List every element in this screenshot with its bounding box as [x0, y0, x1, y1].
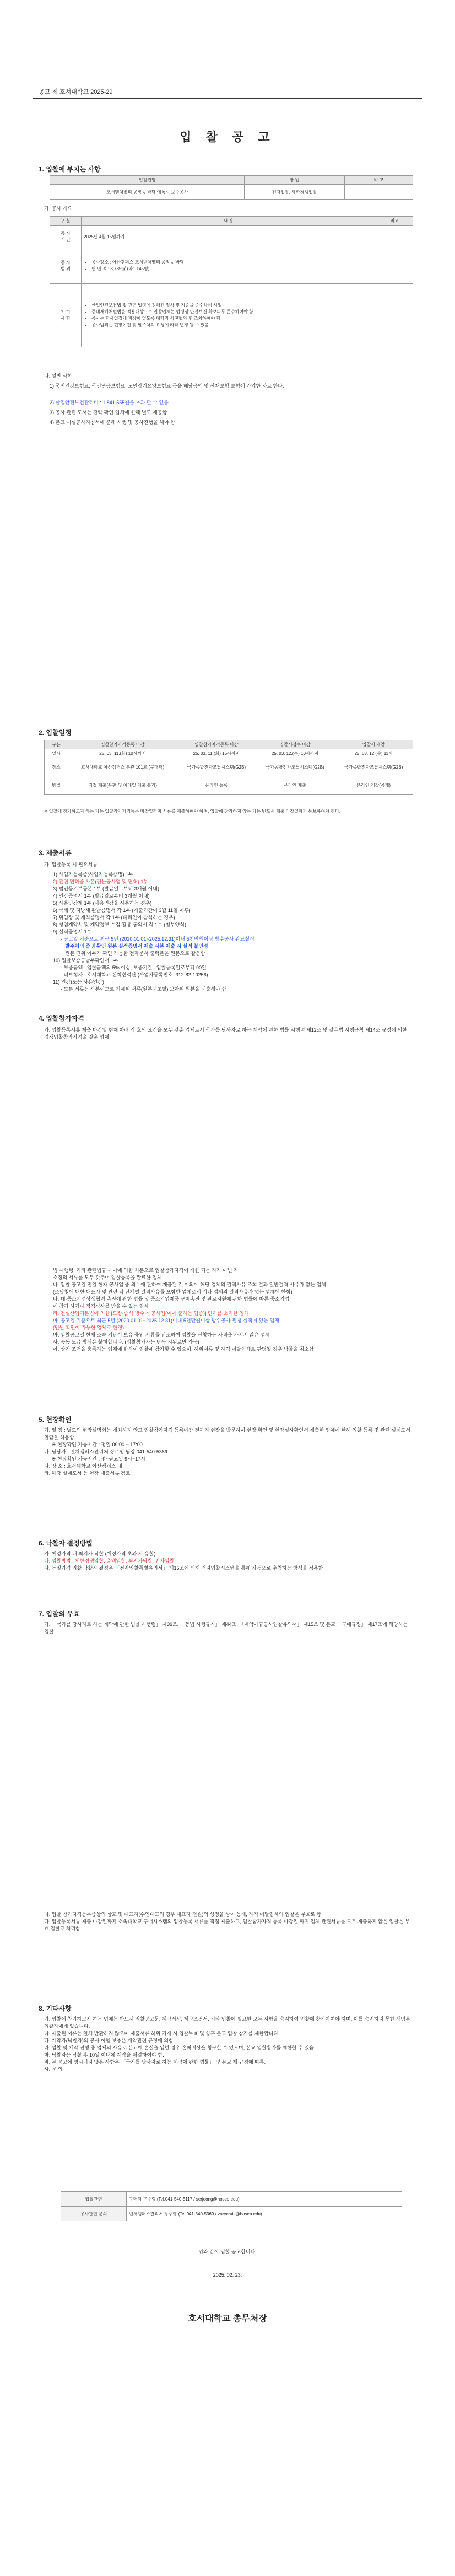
etc-item: • 산업안전보건법 및 관련 법령에 정해진 절차 및 기준을 준수하여 시행 [91, 302, 373, 309]
qual-performance-note: (민원 확인이 가능한 업체로 한정) [53, 1325, 124, 1330]
other-items-list [44, 2016, 413, 2073]
doc-item: 4) 인감증명서 1부 (발급일로부터 3개월 이내) [53, 893, 150, 899]
qual-text: 에 참가 하거나 적격심사를 받을 수 있는 업체 [53, 1303, 149, 1309]
qual-performance: 마. 공고일 기준으로 최근 5년 (2020.01.01~2025.12.31)이내 5천만원이상 방수공사 원청 실적이 있는 업체 [53, 1318, 279, 1323]
seal-detail: - 모든 서류는 사본이므로 기재된 서류(원본대조필) 보관된 원본을 제출해야 함 [61, 986, 227, 992]
schedule-cell: 온라인 제출 [256, 776, 334, 795]
contact-label: 입찰관련 [61, 2192, 127, 2207]
doc-item: 3) 법인등기부등본 1부 (발급일로부터 3개월 이내) [53, 886, 160, 892]
site-visit-hours: ※ 현장확인 가능시간 : 평~금요일 9시~17시 [52, 1456, 145, 1462]
schedule-cell: 직접 제출(우편 및 이메일 제출 불가) [68, 776, 177, 795]
doc-item: 8) 청렴계약서 및 계약정보 수집·활용 동의서 각 1부 (첨부양식) [53, 922, 186, 927]
doc-item: 10) 입찰보증금납부확인서 1부 [53, 958, 118, 963]
bid-note [344, 185, 413, 200]
schedule-cell: 국가종합전자조달시스템(G2B) [256, 758, 334, 776]
safety-cost-note: 2) 산업안전보건관리비 : 1,841,555원을 초과 할 수 없음 [50, 400, 169, 405]
site-visit-contact: 나. 담당자 : 벤처캠퍼스관리처 장주영 팀장 041-540-5369 [44, 1449, 167, 1455]
period-label: 공 사 기 간 [50, 226, 82, 248]
other-item: 다. 계약자(낙찰자)의 공사 이행 보증은 계약관련 규정에 의함. [44, 2038, 175, 2043]
bid-method: 전자입찰, 제한경쟁입찰 [245, 185, 344, 200]
performance-requirement: - 공고일 기준으로 최근 5년 (2020.01.01~2025.12.31)이내 5천만원이상 방수공사 완료실적 [61, 936, 254, 942]
qual-text: 소정의 서류를 모두 갖추어 입찰등록을 완료한 업체 [53, 1275, 162, 1280]
other-item: 바. 본 공고에 명시되지 않은 사항은 「국가를 당사자로 하는 계약에 관한 법률」 및 본교 제 규정에 따름. [44, 2059, 266, 2065]
contact-label: 공사관련 문의 [61, 2207, 127, 2221]
scope-item: • 공사장소 : 아산캠퍼스 호서벤처밸리 공장동 바닥 [91, 259, 373, 266]
bond-detail: - 피보험자 : 호서대학교 산학협력단 (사업자등록번호: 312-82-10256) [61, 972, 208, 978]
page-title: 입 찰 공 고 [180, 130, 275, 144]
doc-item: 1) 사업자등록증(사업자등록증명) 1부 [53, 872, 133, 877]
contact-value: 벤처캠퍼스관리처 장주영 (Tel.041-540-5369 / vreecruis@hoseo.edu) [127, 2207, 402, 2221]
schedule-cell: 25. 03. 11.(화) 15시까지 [177, 749, 256, 758]
contact-heading: 사. 문 의 [44, 2067, 63, 2072]
overview-col-note: 비고 [376, 217, 413, 226]
qual-license: 라. 건설산업기본법에 의한 [도장·습식·방수·석공사업(이에 준하는 업종)] 면허를 소지한 업체 [53, 1311, 249, 1316]
col-item-name: 입찰건명 [50, 176, 245, 185]
header-rule [33, 98, 422, 99]
qual-text: 법 시행령, 기타 관련법규나 이에 의한 처분으로 입찰참가자격이 제한 되는 자가 아닌 자 [53, 1268, 239, 1273]
closing-statement: 위와 같이 입찰 공고합니다. [198, 2249, 257, 2255]
section7-heading: 7. 입찰의 무효 [39, 1610, 80, 1618]
overview-col-content: 내 용 [82, 217, 376, 226]
bid-method-detail: 나. 입찰방법 : 제한경쟁입찰, 총액입찰, 최저가낙찰, 전자입찰 [44, 1558, 175, 1564]
etc-item: • 공사는 학사일정에 지장이 없도록 대학과 사전협의 후 조치하여야 함 [91, 315, 373, 322]
bid-item-name: 호서벤처밸리 공장동 바닥 에폭시 보수공사 [50, 185, 245, 200]
doc-item: 6) 국세 및 지방세 완납증명서 각 1부 (제출기간이 3월 11일 이후) [53, 908, 191, 913]
issuer-signature: 호서대학교 총무처장 [188, 2314, 267, 2323]
schedule-cell: 온라인 개찰(공개) [334, 776, 413, 795]
award-method-list [44, 1550, 413, 1572]
col-note: 비 고 [344, 176, 413, 185]
general-note: 1) 국민건강보험료, 국민연금보험료, 노인장기요양보험료 등을 해당금액 및 산재보험 보험에 가입한 자로 한다. [50, 383, 284, 389]
schedule-col: 입찰서접수 마감 [256, 740, 334, 749]
award-method: 가. 예정가격 내 최저가 낙찰 (예정가격 초과 시 유찰) [44, 1551, 156, 1557]
schedule-table [44, 740, 413, 795]
other-item: 가. 입찰에 참가하고자 하는 업체는 반드시 입찰공고문, 계약서식, 계약조건서, 기타 입찰에 필요한 모든 사항을 숙지하여 입찰에 참가하여야 하며, 이를 숙지하지 못한 책임은 입찰자에게 있습니다. [44, 2016, 410, 2029]
scope-label: 공 사 범 위 [50, 248, 82, 284]
invalid-bid-rule: 다. 입찰등록서류 제출 마감일까지 소속대학교 구매시스템의 입찰등록 서류를 직접 제출하고, 입찰참가자격 등록 마감일 까지 업체 관련서류를 모두 제출하지 않은 입찰은 무효 입찰로 처리함 [44, 1919, 410, 1931]
scope-item: • 면 면 적 : 3,785㎡ (약1,145평) [91, 266, 373, 272]
general-note: 4) 본교 시설공사지침서에 준해 시행 및 공사진행을 해야 함 [50, 420, 175, 425]
qual-text: 바. 입찰공고일 현재 소속 기관이 보유 중인 서류를 위조하여 입찰을 신청하는 자격을 가지지 않은 업체 [53, 1332, 270, 1338]
schedule-cell: 25. 03. 12.(수) 11시 [334, 749, 413, 758]
schedule-cell: 국가종합전자조달시스템(G2B) [177, 758, 256, 776]
scope-list [84, 259, 373, 272]
doc-item: 2) 관련 면허증 사본(전문공사업 및 면허) 1부 [53, 879, 149, 884]
etc-list [84, 302, 373, 329]
schedule-cell: 온라인 등록 [177, 776, 256, 795]
qual-text: (조달청에 대한 대표자 및 관련 각 단계별 결격사유를 포함한 업체로서 기타 업체의 결격사유가 없는 업체에 한함) [53, 1289, 292, 1295]
schedule-note: ※ 입찰에 참가하고자 하는 자는 입찰참가자격등록 마감일까지 서류를 제출하여야 하며, 입찰에 참가하지 않는 자는 반드시 제출 마감일까지 통보하여야 한다. [44, 809, 341, 814]
site-visit-time: ※ 현장확인 가능시간 : 평일 09:00 ~ 17:00 [52, 1442, 143, 1447]
qualification-list [53, 1267, 411, 1353]
qual-text: 사. 공동 도급 방식은 불허합니다. (입찰참가자는 단독 지위로만 가능) [53, 1339, 199, 1345]
overview-col-type: 구 분 [50, 217, 82, 226]
schedule-cell: 장소 [45, 758, 68, 776]
schedule-cell: 호서대학교 아산캠퍼스 본관 101호 (구매팀) [68, 758, 177, 776]
bond-detail: - 보증금액 : 입찰금액의 5% 이상, 보증기간 : 입찰등록일로부터 90일 [61, 965, 207, 970]
general-notes-heading: 나. 일반 사항 [44, 373, 72, 379]
site-visit-docs: 라. 해당 설계도서 등 현장 제출서류 검토 [44, 1471, 131, 1476]
invalid-bid-ga: 가. 「국가를 당사자로 하는 계약에 관한 법률 시행령」 제39조, 「동법 시행규칙」 제44조, 「계약예규공사입찰유의서」 제15조 및 본교 「구매규정」 제17조에 해당하는 입찰 [44, 1622, 408, 1634]
doc-item: 7) 위임장 및 재직증명서 각 1부 (대리인이 참석하는 경우) [53, 915, 175, 920]
period-value: 2025년 4월 15일까지 [84, 234, 125, 239]
doc-item: 9) 실적증명서 1부 [53, 929, 92, 935]
section6-heading: 6. 낙찰자 결정방법 [39, 1539, 93, 1547]
schedule-col: 구분 [45, 740, 68, 749]
schedule-col: 입찰참가자격등록 마감 [68, 740, 177, 749]
section1-heading: 1. 입찰에 부치는 사항 [39, 165, 101, 173]
docs-list [53, 871, 411, 993]
schedule-cell: 방법 [45, 776, 68, 795]
section2-heading: 2. 입찰일정 [39, 729, 72, 737]
schedule-cell: 일시 [45, 749, 68, 758]
schedule-col: 입찰참가자격등록 마감 [177, 740, 256, 749]
schedule-cell: 25. 03. 11.(화) 10시까지 [68, 749, 177, 758]
col-method: 방 법 [245, 176, 344, 185]
performance-original: 발주처의 증명 확인 원본 실적증명서 제출,사본 제출 시 실적 불인정 [65, 943, 208, 949]
schedule-cell: 25. 03. 12.(수) 10시까지 [256, 749, 334, 758]
other-item: 라. 입찰 및 계약 진행 중 업체의 사유로 본교에 손실을 입힌 경우 손해배상을 청구할 수 있으며, 본교 입찰참가를 제한할 수 있음. [44, 2045, 316, 2051]
overview-table [50, 216, 413, 347]
contact-table [61, 2191, 402, 2221]
bid-item-table [50, 175, 413, 200]
schedule-cell: 국가종합전자조달시스템(G2B) [334, 758, 413, 776]
schedule-col: 입찰서 개찰 [334, 740, 413, 749]
etc-item: • 중대재해처벌법을 적용대상으로 입찰업체는 법령상 안전보건 확보의무 준수하여야 함 [91, 309, 373, 315]
performance-note: 원본 진위 여부가 확인 가능한 전자문서 출력본은 원본으로 갈음함 [65, 951, 205, 956]
etc-label: 기 타 사 항 [50, 284, 82, 347]
qual-text: 나. 입찰 공고일 전일 현재 공사업 중 의무에 관하여 제출된 것 이외에 해당 업체의 결격사유 조회 결과 일반결격 사유가 없는 업체 [53, 1282, 326, 1287]
period-note [376, 226, 413, 248]
invalid-bid-list [44, 1911, 413, 1933]
site-visit-list [44, 1427, 413, 1477]
site-visit-schedule: 가. 일 정 : 별도의 현장설명회는 개최하지 않고 입찰참가자격 등록마감 전까지 현장을 방문하여 현장 확인 및 현장실사확인서 제출한 업체에 한해 입찰 등록 및 관련 설계도서 열람을 허용함 [44, 1427, 410, 1440]
doc-item: 5) 사용인감계 1부 (사용인감을 사용하는 경우) [53, 900, 152, 906]
doc-item: 11) 인감(또는 사용인감) [53, 979, 104, 985]
general-note: 3) 공사 관련 도서는 전략 확인 업체에 한해 별도 제공함 [50, 410, 167, 415]
general-note-2 [50, 399, 413, 406]
section4-heading: 4. 입찰참가자격 [39, 1015, 84, 1022]
invalid-bid-rule: 나. 입찰 참가자격등록증상의 상호 및 대표자(수인대표의 경우 대표자 전원)의 성명을 상이 등재, 자격 미달업체의 입찰은 무효로 함 [44, 1912, 322, 1917]
section3-heading: 3. 제출서류 [39, 849, 72, 857]
qual-text: 아. 상기 조건을 충족하는 업체에 한하여 입찰에 참가할 수 있으며, 허위서류 및 자격 미달업체로 판명될 경우 낙찰을 취소함 [53, 1346, 314, 1352]
overview-heading: 가. 공사 개요 [44, 206, 72, 211]
notice-date: 2025. 02. 23. [213, 2272, 242, 2278]
docs-subheading: 가. 입찰등록 시 필요서류 [44, 862, 98, 867]
etc-note [376, 284, 413, 347]
other-item: 마. 낙찰자는 낙찰 후 10일 이내에 계약을 체결하여야 함. [44, 2052, 164, 2058]
other-item: 나. 제출된 서류는 일체 반환하지 않으며 제출서류 허위 기재 시 입찰무효 및 향후 본교 입찰 참가를 제한합니다. [44, 2031, 280, 2036]
contact-value: 구매팀 구수림 (Tel.041-540-5117 / serjeong@hoseo.edu) [127, 2192, 402, 2207]
announce-number: 공고 제 호서대학교 2025-29 [39, 89, 113, 95]
scope-note [376, 248, 413, 284]
section5-heading: 5. 현장확인 [39, 1416, 72, 1424]
qual-ga: 가. 입찰등록서류 제출 마감일 현재 아래 각 호의 요건을 모두 갖춘 업체로서 국가를 당사자로 하는 계약에 관한 법률 시행령 제12조 및 같은법 시행규칙 제14조 규정에 의한 경쟁입찰참가자격을 갖춘 업체 [44, 1027, 407, 1040]
section8-heading: 8. 기타사항 [39, 2005, 72, 2012]
site-visit-place: 다. 장 소 : 호서대학교 아산캠퍼스 내 [44, 1463, 122, 1469]
etc-item: • 공사범위는 현장여건 및 발주처의 요청에 따라 변경 될 수 있음 [91, 322, 373, 329]
qual-text: 다. 대·중소기업상생협력 촉진에 관한 법률 및 중소기업제품 구매촉진 및 판로지원에 관한 법률에 따른 중소기업 [53, 1296, 290, 1302]
tie-breaker: 다. 동일가격 입찰 낙찰자 결정은 「전자입찰특별유의서」 제15조에 의해 전자입찰시스템을 통해 자동으로 추첨하는 방식을 적용함 [44, 1565, 323, 1571]
